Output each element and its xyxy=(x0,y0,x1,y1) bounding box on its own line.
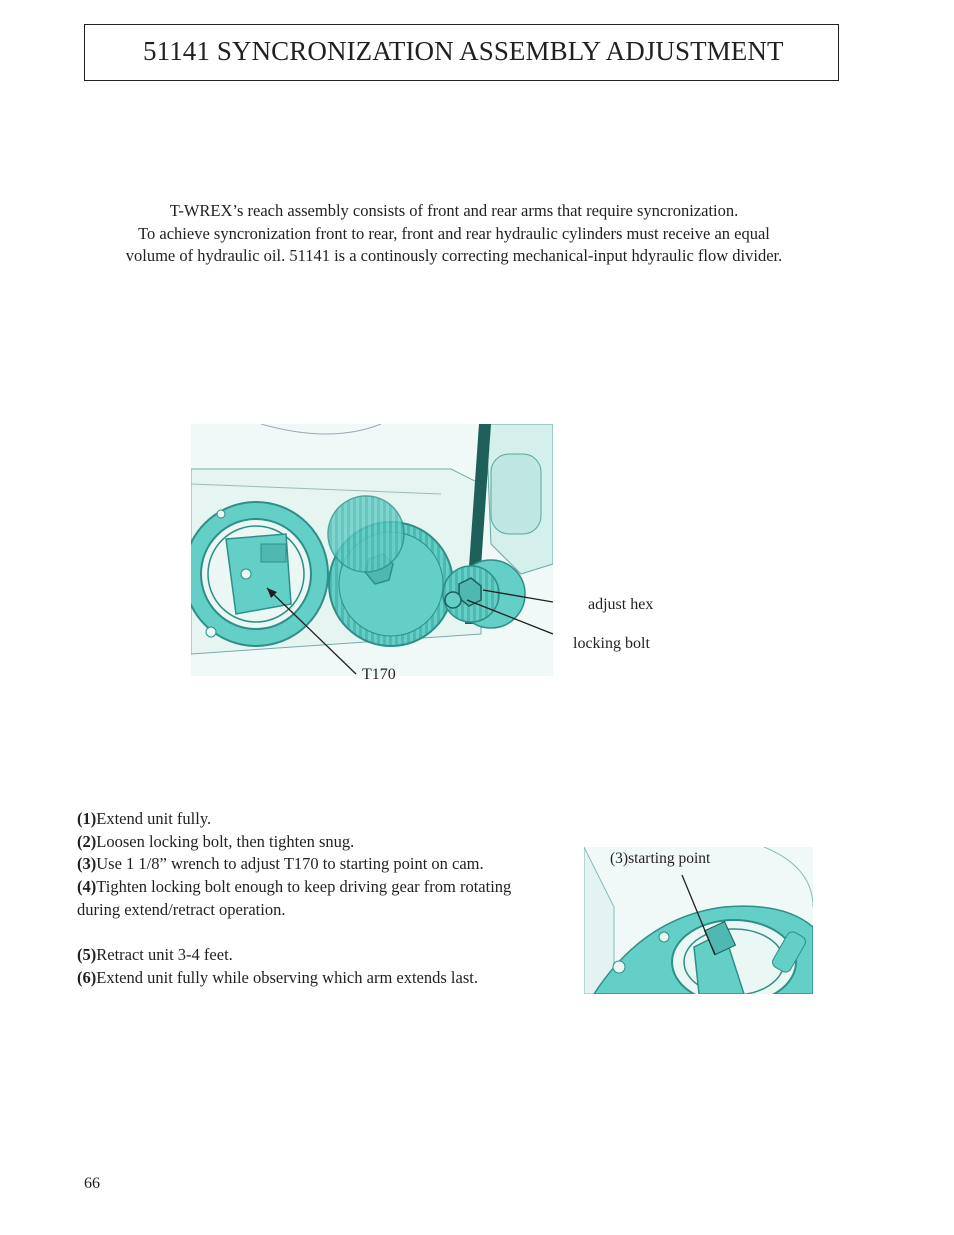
intro-line: To achieve syncronization front to rear, front and rear hydraulic cylinders must receive an equal xyxy=(138,223,770,243)
step-text: Use 1 1/8” wrench to adjust T170 to starting point on cam. xyxy=(96,854,484,874)
adjust-hex-callout: adjust hex xyxy=(588,596,654,613)
step-text: Extend unit fully. xyxy=(96,809,212,828)
gear-assembly-drawing xyxy=(191,424,553,676)
step-text: Loosen locking bolt, then tighten snug. xyxy=(96,831,355,851)
step-number: (2) xyxy=(77,831,97,851)
step-number: (6) xyxy=(77,967,97,987)
step-item xyxy=(77,967,577,990)
step-number: (1) xyxy=(77,809,97,828)
t170-callout: T170 xyxy=(362,666,396,683)
step-text: Extend unit fully while observing which arm extends last. xyxy=(96,967,478,987)
step-text: Retract unit 3-4 feet. xyxy=(96,945,233,965)
step-number: (5) xyxy=(77,945,97,965)
title-box xyxy=(84,24,839,81)
intro-paragraph xyxy=(70,200,838,268)
starting-point-callout: (3)starting point xyxy=(610,850,711,867)
page-number: 66 xyxy=(84,1175,100,1192)
step-continuation: during extend/retract operation. xyxy=(77,899,286,919)
page-title: 51141 SYNCRONIZATION ASSEMBLY ADJUSTMENT xyxy=(143,36,784,66)
starting-point-drawing xyxy=(584,847,813,994)
step-number: (3) xyxy=(77,854,97,874)
gear-assembly-figure xyxy=(191,424,553,676)
intro-line: volume of hydraulic oil. 51141 is a continously correcting mechanical-input hdyraulic flow divider. xyxy=(125,246,783,265)
step-item xyxy=(77,876,577,899)
step-number: (4) xyxy=(77,877,97,897)
step-item xyxy=(77,831,577,854)
adjustment-steps xyxy=(77,808,577,990)
step-spacer xyxy=(77,922,577,945)
step-item xyxy=(77,853,577,876)
step-text: Tighten locking bolt enough to keep driving gear from rotating xyxy=(96,877,512,897)
starting-point-figure xyxy=(584,847,813,994)
locking-bolt-callout: locking bolt xyxy=(573,635,650,652)
step-item xyxy=(77,808,577,831)
step-item xyxy=(77,944,577,967)
intro-line: T-WREX’s reach assembly consists of front and rear arms that require syncronization. xyxy=(169,201,739,220)
